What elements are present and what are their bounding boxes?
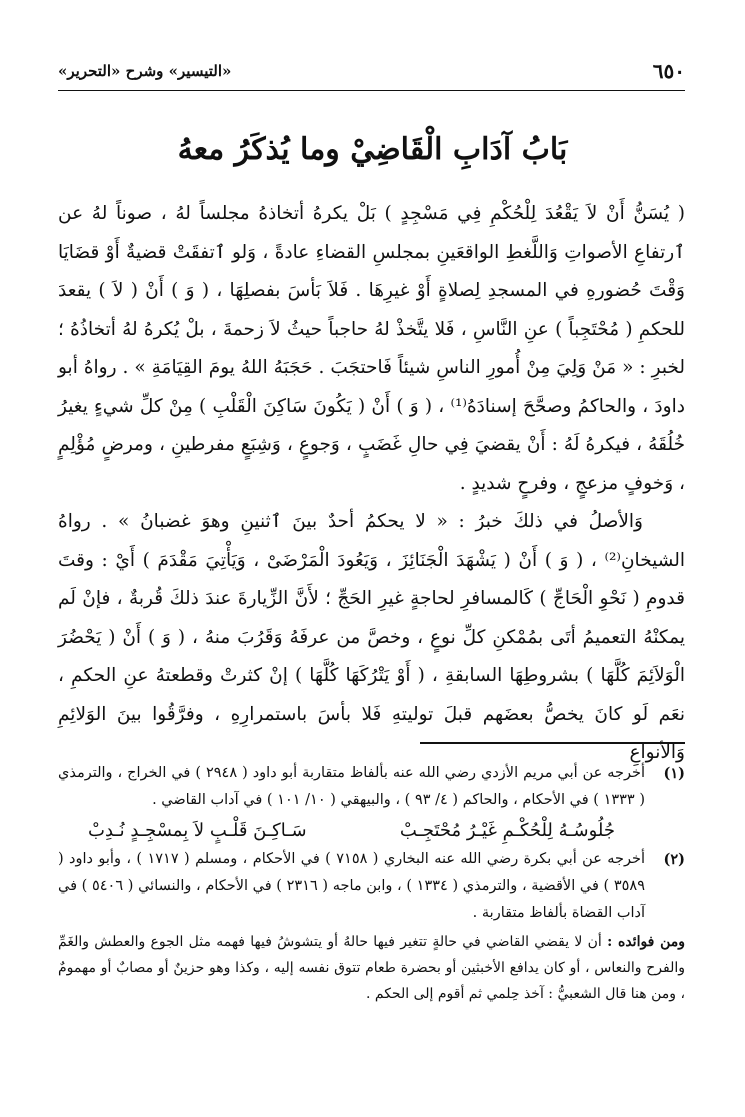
footnote-number: (١)	[663, 765, 685, 782]
paragraph: ( يُسَنُّ أَنْ لاَ يَقْعُدَ لِلْحُكْمِ فِي مَسْجِدٍ ) بَلْ يكرهُ أتخاذهُ مجلساً لهُ ، صوناً لهُ عن ٱرتفاعِ الأصواتِ وَاللَّغطِ الواقعَينِ بمجلسِ القضاءِ عادةً ، وَلو ٱتفقَتْ قضيةٌ أَوْ قضَايَا وَقْتَ حُضورهِ في المسجدِ لِصلاةٍ أَوْ غيرِهَا . فَلاَ بَأسَ بفصلِهَا ، ( وَ ) أَنْ ( لاَ ) يقعدَ للحكمِ ( مُحْتَجِباً ) عنِ النَّاسِ ، فَلا يتَّخذْ لهُ حاجباً حيثُ لاَ زحمةَ ، بلْ يُكرهُ لهُ أتخاذُهُ ؛ لخبرِ : « مَنْ وَلِيَ مِنْ أُمورِ الناسِ شيئاً فَاحتجَبَ . حَجَبَهُ اللهُ يومَ القِيَامَةِ » . رواهُ أبو داودَ ، والحاكمُ وصحَّحَ إسنادَهُ⁽¹⁾ ، ( وَ ) أَنْ ( يَكُونَ سَاكِنَ الْقَلْبِ ) مِنْ كلِّ شيءٍ يغيرُ خُلُقَهُ ، فيكرهُ لَهُ : أَنْ يقضيَ فِي حالِ غَضَبٍ ، وَجوعٍ ، وَشِبَعٍ مفرطينِ ، ومرضٍ مُؤْلِمٍ ، وَخوفٍ مزعجٍ ، وفرحٍ شديدٍ .	[58, 203, 685, 494]
footnote-text: أخرجه عن أبي مريم الأزدي رضي الله عنه بألفاظ متقاربة أبو داود ( ٢٩٤٨ ) في الخراج ، والترمذي ( ١٣٣٣ ) في الأحكام ، والحاكم ( ٤/ ٩٣ ) ، والبيهقي ( ١٠/ ١٠١ ) في آداب القاضي .	[58, 765, 645, 808]
page-number: ٦٥٠	[652, 59, 685, 83]
benefits-note	[58, 929, 685, 1007]
footnote-text: أخرجه عن أبي بكرة رضي الله عنه البخاري ( ٧١٥٨ ) في الأحكام ، ومسلم ( ١٧١٧ ) ، وأبو داود ( ٣٥٨٩ ) في الأقضية ، والترمذي ( ١٣٣٤ ) ، وابن ماجه ( ٢٣١٦ ) في الأحكام ، والنسائي ( ٥٤٠٦ ) في آداب القضاة بألفاظ متقاربة .	[58, 851, 646, 921]
verse-hemistich-left: سَـاكِـنَ قَلْـبٍ لاَ بِمسْجِـدٍ نُـدِبْ	[88, 820, 307, 841]
footnote-number: (٢)	[663, 851, 685, 868]
note-text: أن لا يقضي القاضي في حالةٍ تتغير فيها حالهُ أو يتشوشُ فيها فهمه مثل الجوع والعطش والغَمِّ والفرح والنعاس ، أو كان يدافع الأخبثين أو بحضرة طعام تتوق نفسه إليه ، وكذا وهو حزينٌ أو مصابٌ أو مهمومٌ ، ومن هنا قال الشعبيُّ : آخذ حِلمي ثم أقوم إلى الحكم .	[58, 934, 685, 1002]
book-title: «التيسير» وشرح «التحرير»	[58, 62, 232, 80]
note-lead: ومن فوائده :	[607, 934, 686, 950]
footnote	[58, 846, 685, 927]
chapter-title: بَابُ آدَابِ الْقَاضِيْ وما يُذكَرُ معهُ	[177, 132, 568, 167]
verse-line	[58, 816, 685, 846]
header-divider	[58, 90, 685, 91]
running-header	[58, 56, 685, 86]
footnotes	[58, 760, 685, 1007]
paragraph: وَالأصلُ في ذلكَ خبرُ : « لا يحكمُ أحدٌ بينَ ٱثنينِ وهوَ غضبانُ » . رواهُ الشيخانِ⁽²⁾ ، ( وَ ) أَنْ ( يَشْهَدَ الْجَنَائِزَ ، وَيَعُودَ الْمَرْضَىْ ، وَيَأْتِيَ مَقْدَمَ ) أَيْ : وقتَ قدومِ ( نَحْوِ الْحَاجِّ ) كَالمسافرِ لحاجةٍ غيرِ الحَجِّ ؛ لأَنَّ الزِّيارةَ عندَ ذلكَ قُربةٌ ، فإنْ لَم يمكنْهُ التعميمُ أتَى بمُمْكنِ كلِّ نوعٍ ، وخصَّ من عرفَهُ وَقَرُبَ منهُ ، ( وَ ) أَنْ ( يَحْضُرَ الْوَلاَئِمَ كُلَّهَا ) بشروطِهَا السابقةِ ، ( أَوْ يَتْرُكَهَا كُلَّهَا ) إنْ كثرتْ وقطعتهُ عنِ الحكمِ ، نعَم لَو كانَ يخصُّ بعضَهم قبلَ توليتهِ فَلا بأسَ باستمرارِهِ ، وفرَّقُوا بينَ الوَلائِمِ وَالأنواعِ	[58, 511, 685, 763]
main-text	[58, 195, 685, 773]
footnote	[58, 760, 685, 814]
verse-hemistich-right: جُلُوسُـهُ لِلْحُكْـمِ غَيْـرُ مُحْتَجِـبْ	[399, 820, 615, 841]
footnote-divider	[420, 742, 685, 744]
